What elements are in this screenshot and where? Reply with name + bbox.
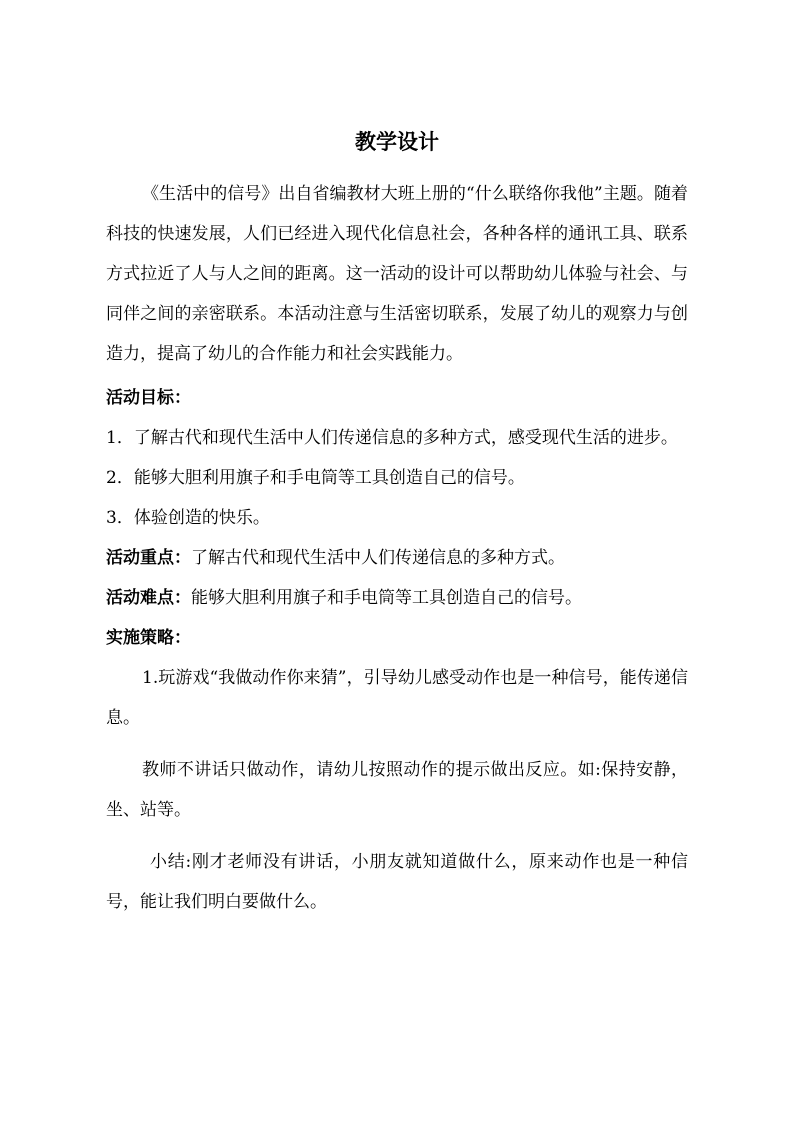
- goal-item-3: 3．体验创造的快乐。: [106, 508, 270, 528]
- difficulty-label: 活动难点：: [106, 588, 191, 608]
- goal-item-1: 1．了解古代和现代生活中人们传递信息的多种方式，感受现代生活的进步。: [106, 428, 678, 448]
- strategy-paragraph-1: 1.玩游戏“我做动作你来猜”，引导幼儿感受动作也是一种信号，能传递信息。: [106, 668, 688, 728]
- document-page: [106, 122, 688, 922]
- intro-paragraph: 《生活中的信号》出自省编教材大班上册的“什么联络你我他”主题。随着科技的快速发展，人们已经进入现代化信息社会，各种各样的通讯工具、联系方式拉近了人与人之间的距离。这一活动的设计可以帮助幼儿体验与社会、与同伴之间的亲密联系。本活动注意与生活密切联系，发展了幼儿的观察力与创造力，提高了幼儿的合作能力和社会实践能力。: [106, 184, 688, 364]
- key-point-paragraph: [106, 538, 688, 578]
- difficulty-paragraph: [106, 578, 688, 618]
- strategy-paragraph-2: 教师不讲话只做动作，请幼儿按照动作的提示做出反应。如:保持安静，坐、站等。: [106, 760, 688, 820]
- goals-heading: 活动目标：: [106, 388, 191, 408]
- document-title: 教学设计: [355, 129, 439, 154]
- key-point-label: 活动重点：: [106, 548, 191, 568]
- strategy-heading: 实施策略：: [106, 628, 191, 648]
- goal-item-2: 2．能够大胆利用旗子和手电筒等工具创造自己的信号。: [106, 468, 525, 488]
- difficulty-text: 能够大胆利用旗子和手电筒等工具创造自己的信号。: [191, 588, 582, 608]
- key-point-text: 了解古代和现代生活中人们传递信息的多种方式。: [191, 548, 565, 568]
- strategy-paragraph-3: 小结:刚才老师没有讲话，小朋友就知道做什么，原来动作也是一种信号，能让我们明白要做什么。: [106, 852, 688, 912]
